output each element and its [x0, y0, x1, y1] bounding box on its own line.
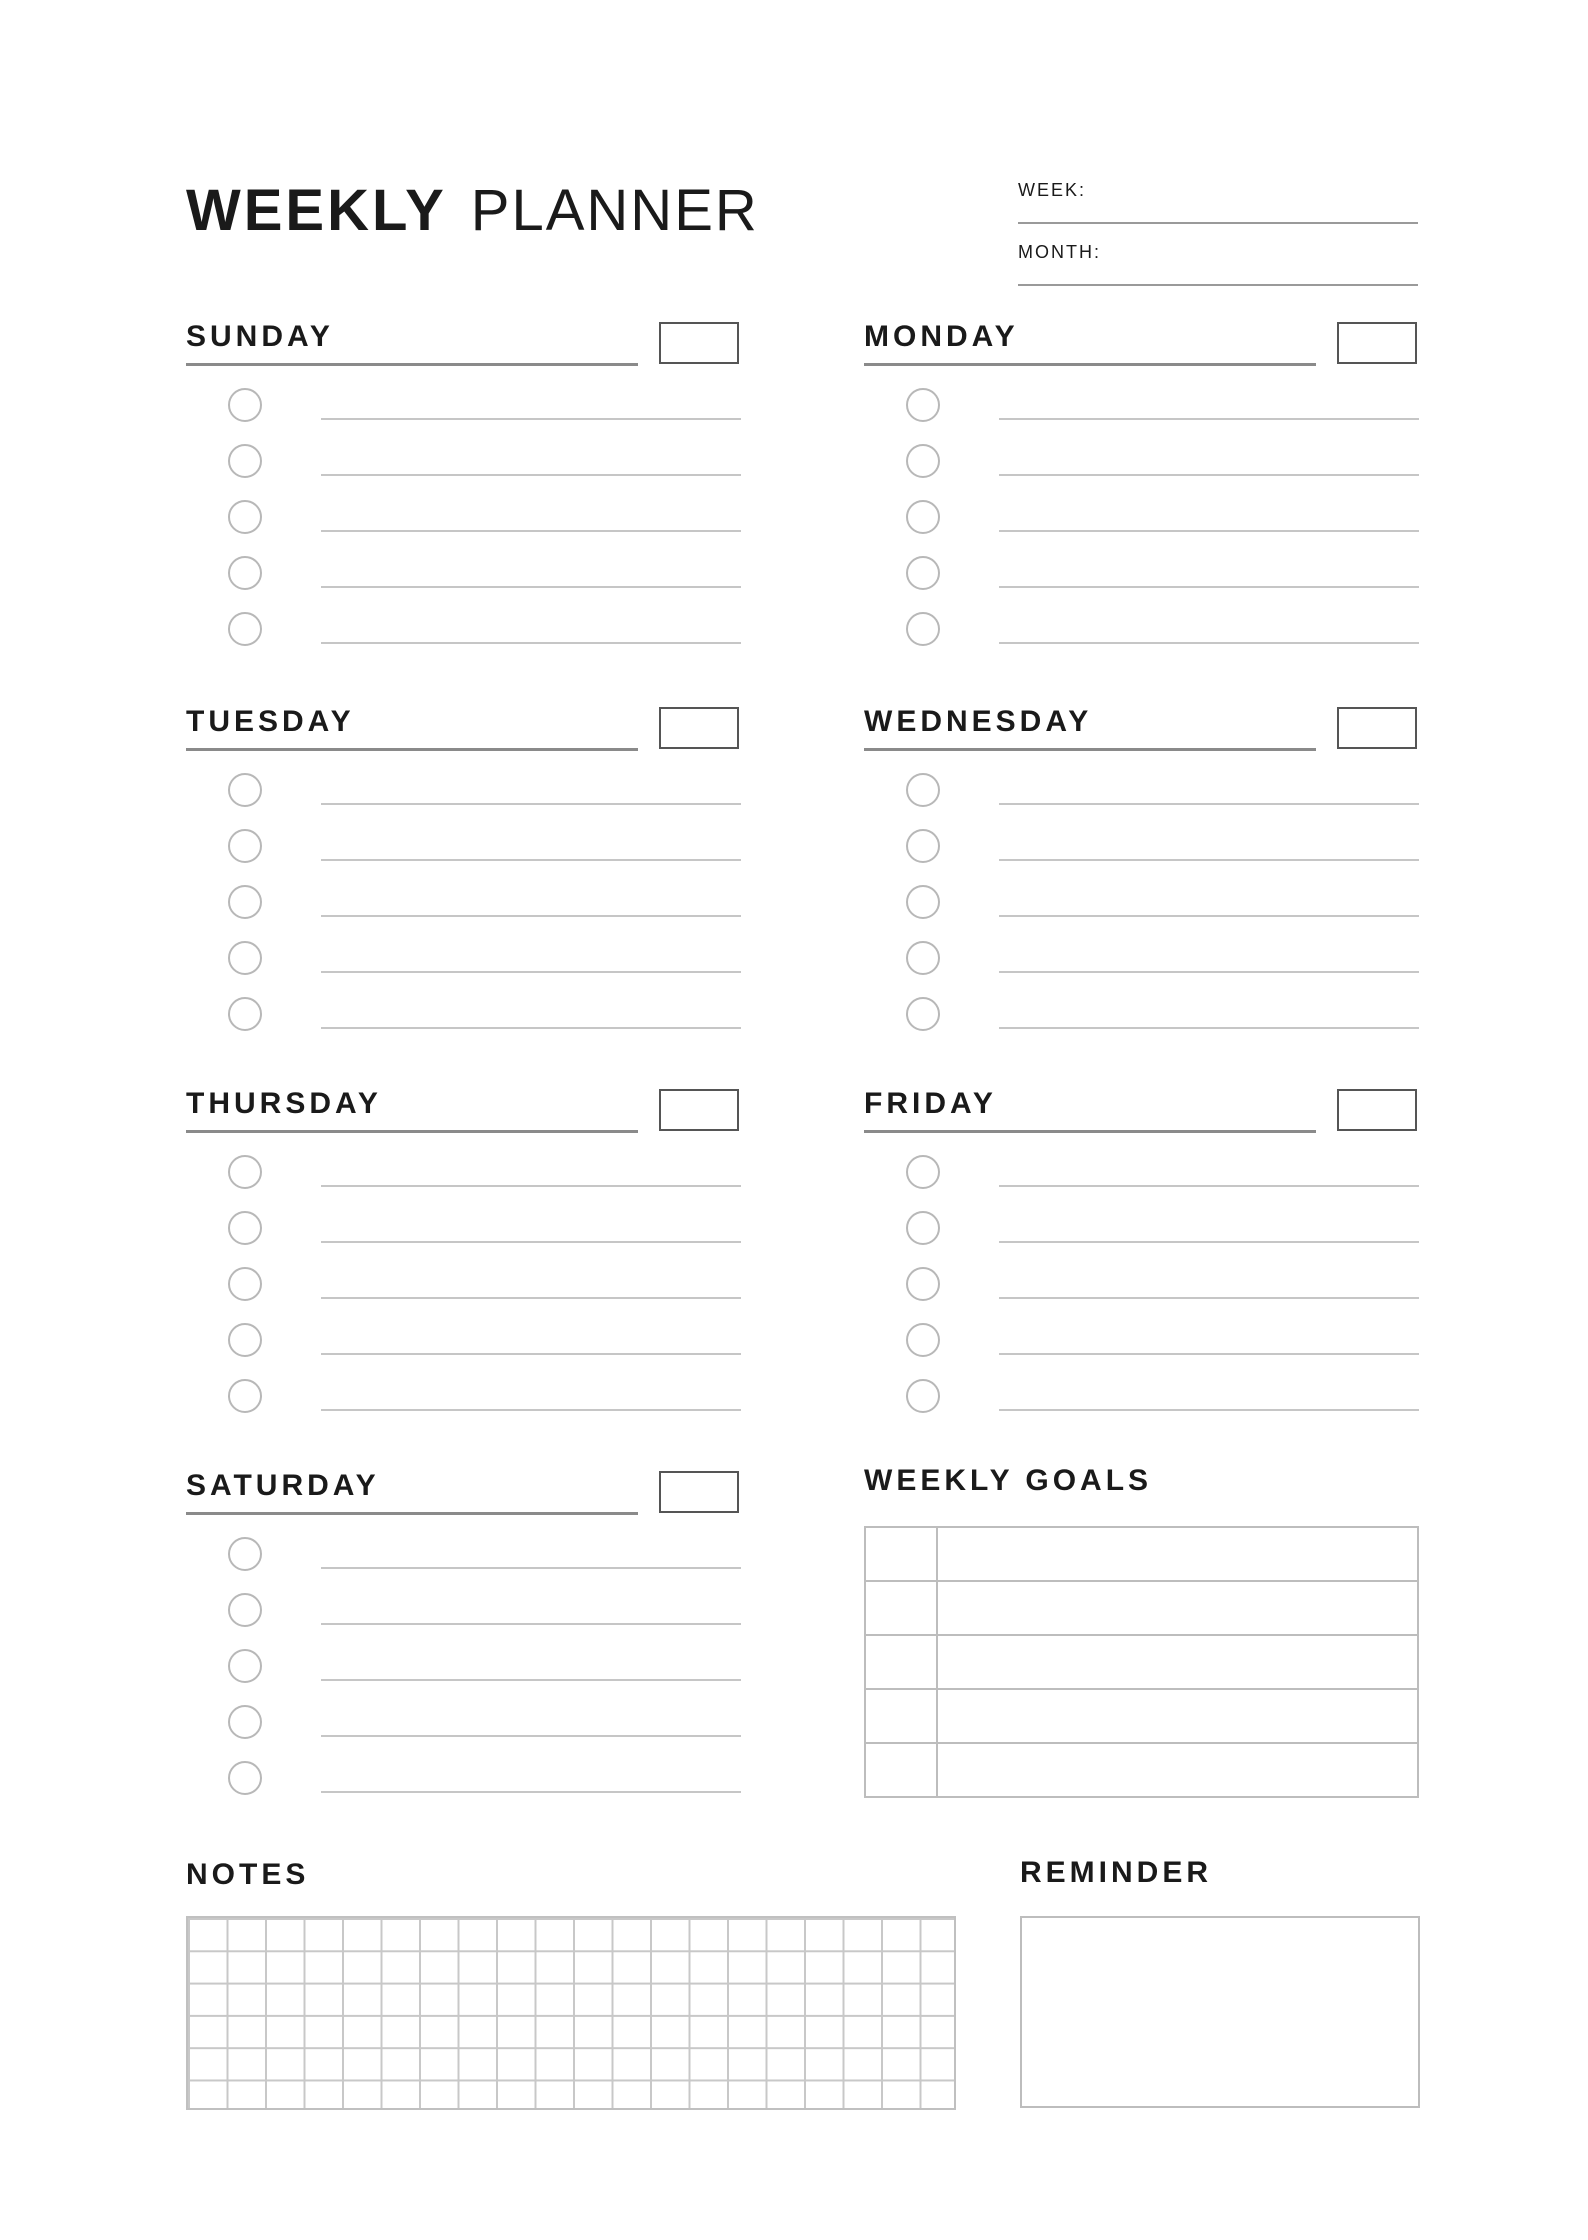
task-row: [906, 1323, 1419, 1363]
day-name: SATURDAY: [186, 1469, 380, 1502]
checkbox-circle-icon[interactable]: [228, 1211, 262, 1245]
goal-row[interactable]: [866, 1582, 1417, 1636]
checkbox-circle-icon[interactable]: [906, 1323, 940, 1357]
checkbox-circle-icon[interactable]: [906, 941, 940, 975]
task-row: [906, 612, 1419, 652]
task-line[interactable]: [999, 915, 1419, 917]
checkbox-circle-icon[interactable]: [228, 1649, 262, 1683]
task-line[interactable]: [321, 474, 741, 476]
month-field[interactable]: [1018, 242, 1418, 263]
task-row: [228, 1323, 741, 1363]
task-row: [228, 997, 741, 1037]
day-header: [186, 1469, 638, 1515]
day-date-box[interactable]: [659, 1471, 739, 1513]
checkbox-circle-icon[interactable]: [228, 1323, 262, 1357]
task-row: [228, 1537, 741, 1577]
task-row: [906, 1155, 1419, 1195]
checkbox-circle-icon[interactable]: [906, 1379, 940, 1413]
task-row: [228, 1379, 741, 1419]
task-line[interactable]: [321, 1297, 741, 1299]
weekly-goals-title: WEEKLY GOALS: [864, 1464, 1153, 1497]
task-row: [906, 997, 1419, 1037]
checkbox-circle-icon[interactable]: [228, 1379, 262, 1413]
task-row: [228, 885, 741, 925]
goal-row[interactable]: [866, 1744, 1417, 1798]
task-line[interactable]: [321, 1679, 741, 1681]
day-sunday: [186, 320, 741, 650]
task-line[interactable]: [999, 803, 1419, 805]
month-line: [1018, 284, 1418, 286]
task-row: [906, 1379, 1419, 1419]
day-friday: [864, 1087, 1419, 1417]
day-date-box[interactable]: [1337, 1089, 1417, 1131]
title-planner: PLANNER: [470, 178, 759, 243]
goal-row[interactable]: [866, 1690, 1417, 1744]
day-thursday: [186, 1087, 741, 1417]
task-line[interactable]: [999, 1027, 1419, 1029]
task-row: [228, 773, 741, 813]
task-line[interactable]: [321, 642, 741, 644]
task-row: [228, 1211, 741, 1251]
task-line[interactable]: [321, 971, 741, 973]
task-row: [906, 556, 1419, 596]
day-header: [186, 705, 638, 751]
task-row: [228, 1649, 741, 1689]
day-name: WEDNESDAY: [864, 705, 1093, 738]
task-line[interactable]: [999, 1353, 1419, 1355]
task-row: [228, 556, 741, 596]
task-line[interactable]: [999, 1185, 1419, 1187]
checkbox-circle-icon[interactable]: [906, 444, 940, 478]
notes-title: NOTES: [186, 1858, 310, 1891]
task-line[interactable]: [999, 642, 1419, 644]
task-row: [906, 1267, 1419, 1307]
day-name: THURSDAY: [186, 1087, 382, 1120]
task-row: [228, 1593, 741, 1633]
checkbox-circle-icon[interactable]: [228, 612, 262, 646]
checkbox-circle-icon[interactable]: [906, 997, 940, 1031]
task-line[interactable]: [321, 1735, 741, 1737]
day-date-box[interactable]: [659, 707, 739, 749]
task-line[interactable]: [321, 1409, 741, 1411]
checkbox-circle-icon[interactable]: [228, 1537, 262, 1571]
checkbox-circle-icon[interactable]: [228, 773, 262, 807]
checkbox-circle-icon[interactable]: [228, 556, 262, 590]
task-row: [906, 773, 1419, 813]
day-wednesday: [864, 705, 1419, 1035]
checkbox-circle-icon[interactable]: [228, 1705, 262, 1739]
task-row: [228, 1267, 741, 1307]
task-row: [228, 1761, 741, 1801]
task-row: [906, 1211, 1419, 1251]
checkbox-circle-icon[interactable]: [228, 941, 262, 975]
checkbox-circle-icon[interactable]: [906, 829, 940, 863]
checkbox-circle-icon[interactable]: [228, 388, 262, 422]
checkbox-circle-icon[interactable]: [228, 1761, 262, 1795]
day-saturday: [186, 1469, 741, 1799]
task-row: [228, 388, 741, 428]
goal-row[interactable]: [866, 1528, 1417, 1582]
task-row: [906, 829, 1419, 869]
checkbox-circle-icon[interactable]: [228, 1155, 262, 1189]
task-row: [228, 941, 741, 981]
checkbox-circle-icon[interactable]: [906, 388, 940, 422]
task-row: [906, 388, 1419, 428]
checkbox-circle-icon[interactable]: [906, 612, 940, 646]
task-row: [906, 500, 1419, 540]
task-line[interactable]: [321, 418, 741, 420]
day-header: [186, 1087, 638, 1133]
task-line[interactable]: [999, 1409, 1419, 1411]
task-row: [228, 1705, 741, 1745]
goal-row[interactable]: [866, 1636, 1417, 1690]
task-line[interactable]: [321, 586, 741, 588]
checkbox-circle-icon[interactable]: [228, 1267, 262, 1301]
task-row: [906, 885, 1419, 925]
checkbox-circle-icon[interactable]: [906, 1267, 940, 1301]
day-date-box[interactable]: [659, 322, 739, 364]
checkbox-circle-icon[interactable]: [906, 773, 940, 807]
day-monday: [864, 320, 1419, 650]
task-row: [228, 612, 741, 652]
task-line[interactable]: [321, 915, 741, 917]
page-title: [186, 178, 759, 243]
task-line[interactable]: [321, 1353, 741, 1355]
task-line[interactable]: [999, 971, 1419, 973]
checkbox-circle-icon[interactable]: [228, 885, 262, 919]
task-line[interactable]: [999, 418, 1419, 420]
checkbox-circle-icon[interactable]: [228, 500, 262, 534]
task-row: [228, 444, 741, 484]
day-header: [864, 320, 1316, 366]
task-line[interactable]: [321, 1027, 741, 1029]
title-weekly: WEEKLY: [186, 178, 447, 243]
weekly-goals-table[interactable]: [864, 1526, 1419, 1798]
day-date-box[interactable]: [1337, 707, 1417, 749]
task-row: [906, 941, 1419, 981]
month-label: MONTH:: [1018, 242, 1101, 262]
task-line[interactable]: [999, 530, 1419, 532]
day-date-box[interactable]: [1337, 322, 1417, 364]
reminder-title: REMINDER: [1020, 1856, 1213, 1889]
task-line[interactable]: [321, 859, 741, 861]
task-line[interactable]: [321, 1241, 741, 1243]
task-line[interactable]: [321, 1567, 741, 1569]
checkbox-circle-icon[interactable]: [906, 500, 940, 534]
weekly-goals-section: [864, 1466, 1419, 1496]
checkbox-circle-icon[interactable]: [228, 444, 262, 478]
reminder-box[interactable]: [1020, 1916, 1420, 2108]
notes-grid[interactable]: [186, 1916, 956, 2110]
task-line[interactable]: [999, 859, 1419, 861]
task-line[interactable]: [999, 586, 1419, 588]
week-label: WEEK:: [1018, 180, 1087, 200]
task-line[interactable]: [321, 1185, 741, 1187]
week-line: [1018, 222, 1418, 224]
day-name: MONDAY: [864, 320, 1019, 353]
day-header: [864, 1087, 1316, 1133]
checkbox-circle-icon[interactable]: [228, 1593, 262, 1627]
task-line[interactable]: [321, 803, 741, 805]
task-line[interactable]: [999, 1241, 1419, 1243]
task-line[interactable]: [999, 1297, 1419, 1299]
task-line[interactable]: [321, 1623, 741, 1625]
day-header: [864, 705, 1316, 751]
day-date-box[interactable]: [659, 1089, 739, 1131]
checkbox-circle-icon[interactable]: [228, 829, 262, 863]
task-row: [228, 1155, 741, 1195]
checkbox-circle-icon[interactable]: [906, 1155, 940, 1189]
task-line[interactable]: [321, 1791, 741, 1793]
checkbox-circle-icon[interactable]: [906, 885, 940, 919]
day-tuesday: [186, 705, 741, 1035]
day-name: SUNDAY: [186, 320, 334, 353]
task-row: [228, 500, 741, 540]
task-line[interactable]: [321, 530, 741, 532]
task-row: [228, 829, 741, 869]
checkbox-circle-icon[interactable]: [228, 997, 262, 1031]
day-name: TUESDAY: [186, 705, 355, 738]
day-name: FRIDAY: [864, 1087, 997, 1120]
checkbox-circle-icon[interactable]: [906, 1211, 940, 1245]
checkbox-circle-icon[interactable]: [906, 556, 940, 590]
task-line[interactable]: [999, 474, 1419, 476]
notes-section: [186, 1860, 956, 1890]
task-row: [906, 444, 1419, 484]
day-header: [186, 320, 638, 366]
week-field[interactable]: [1018, 180, 1418, 201]
reminder-section: [1020, 1858, 1420, 1888]
